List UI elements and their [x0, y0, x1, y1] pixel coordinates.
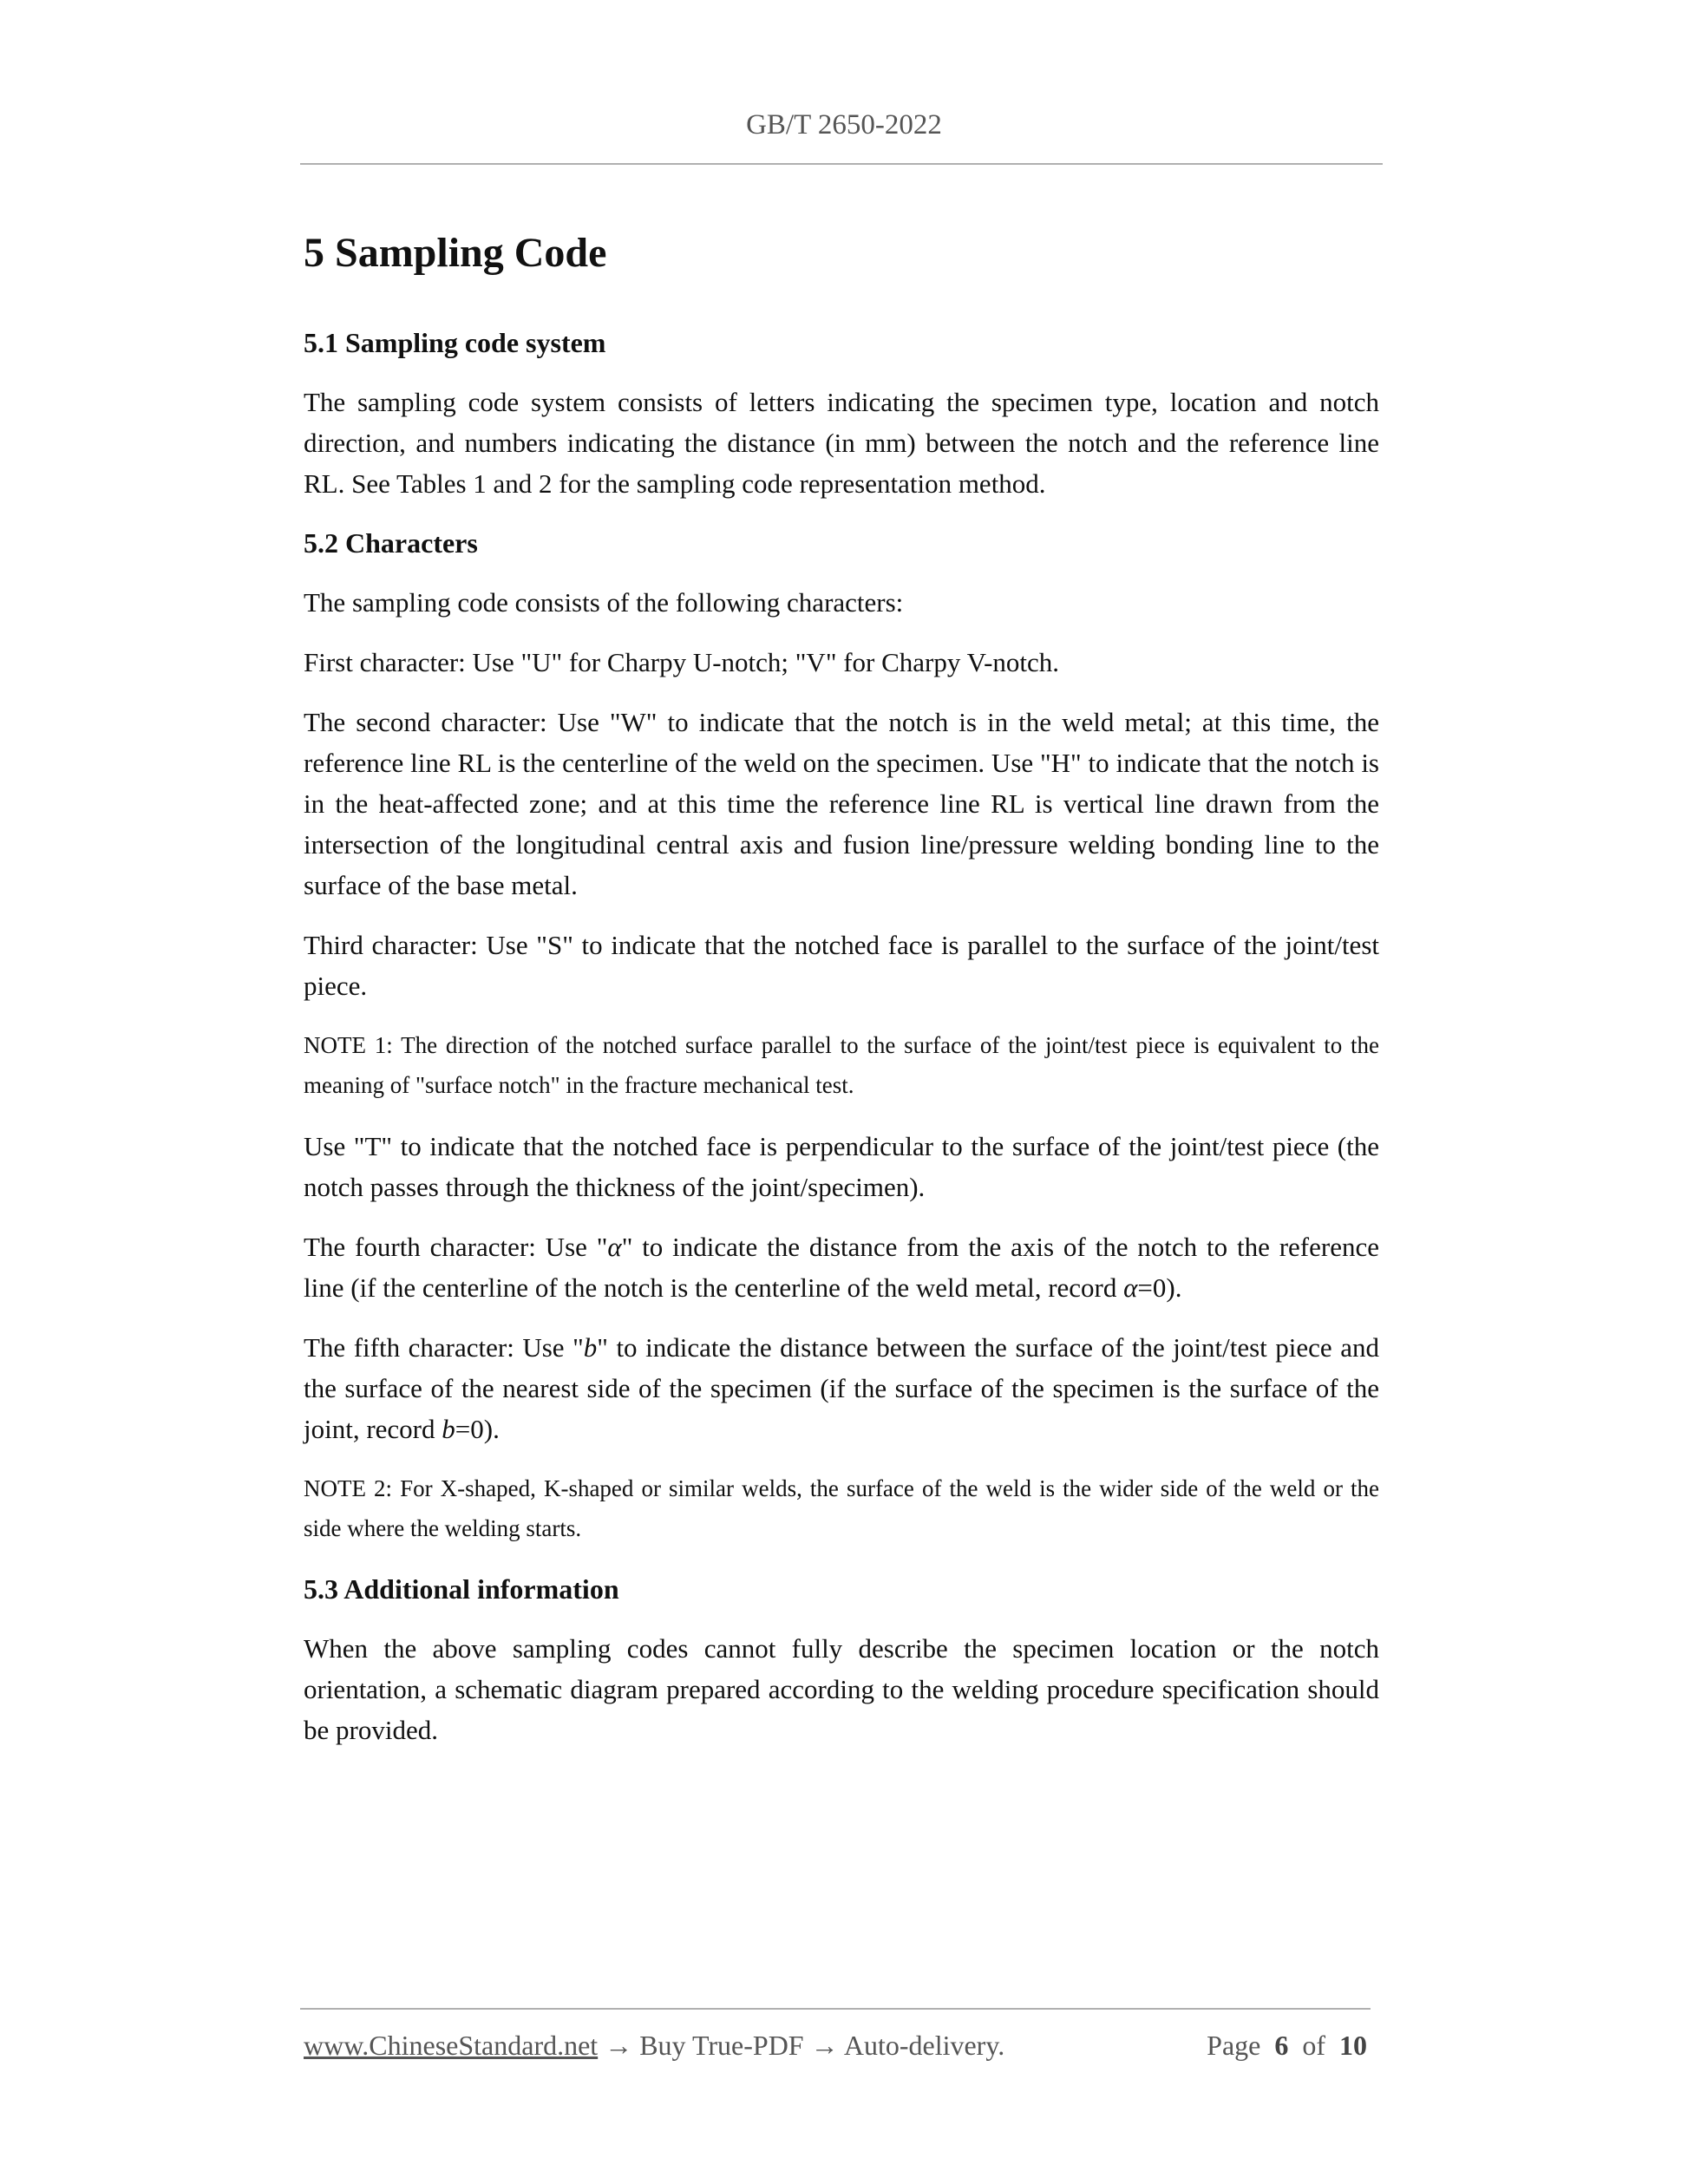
- text-span: The fourth character: Use ": [304, 1232, 608, 1262]
- arrow-right-icon: →: [803, 2030, 844, 2061]
- b-symbol: b: [583, 1332, 598, 1363]
- alpha-symbol: α: [607, 1232, 622, 1262]
- site-link[interactable]: www.ChineseStandard.net: [304, 2030, 599, 2061]
- footer-divider: [300, 2008, 1371, 2010]
- b-symbol: b: [442, 1414, 455, 1444]
- paragraph-fourth-character: [304, 1226, 1379, 1308]
- paragraph-first-character: First character: Use "U" for Charpy U-notch; "V" for Charpy V-notch.: [304, 647, 1060, 677]
- paragraph-second-character: The second character: Use "W" to indicate that the notch is in the weld metal; at this time, the reference line RL is the centerline of the weld on the specimen. Use "H" to indicate that the notch is in the heat-affected zone; and at this time the reference line RL is vertical line drawn from the intersection of the longitudinal central axis and fusion line/pressure welding bonding line to the surface of the base metal.: [304, 707, 1379, 900]
- text-span: The fifth character: Use ": [304, 1332, 584, 1363]
- header-divider: [300, 163, 1383, 165]
- footer-promo: [304, 2030, 1004, 2062]
- current-page: 6: [1274, 2030, 1289, 2061]
- paragraph-5-2-intro: The sampling code consists of the following characters:: [304, 587, 904, 618]
- alpha-symbol: α: [1123, 1272, 1138, 1303]
- page-number: [1207, 2030, 1367, 2062]
- of-label: of: [1302, 2030, 1325, 2061]
- page-header-title: GB/T 2650-2022: [746, 109, 942, 141]
- paragraph-third-character: Third character: Use "S" to indicate that the notched face is parallel to the surface of the joint/test piece.: [304, 930, 1379, 1001]
- section-title: 5 Sampling Code: [304, 230, 607, 276]
- note-2: NOTE 2: For X-shaped, K-shaped or similar welds, the surface of the weld is the wider side of the weld or the side where the welding starts.: [304, 1475, 1379, 1541]
- footer-buy-text: Buy True-PDF: [639, 2030, 804, 2061]
- page-label: Page: [1207, 2030, 1261, 2061]
- arrow-right-icon: →: [598, 2030, 640, 2061]
- paragraph-5-1: The sampling code system consists of letters indicating the specimen type, location and notch direction, and numbers indicating the distance (in mm) between the notch and the reference line RL. See Tables 1 and 2 for the sampling code representation method.: [304, 387, 1379, 499]
- text-span: " to indicate the distance between the surface of the joint/test piece and the surface of the nearest side of the specimen (if the surface of the specimen is the surface of the joint, record: [304, 1332, 1379, 1444]
- subsection-title-5-3: 5.3 Additional information: [304, 1573, 619, 1605]
- subsection-title-5-1: 5.1 Sampling code system: [304, 327, 606, 358]
- document-body: [304, 222, 1379, 1769]
- text-span: =0).: [455, 1414, 500, 1444]
- paragraph-t-notch: Use "T" to indicate that the notched face is perpendicular to the surface of the joint/test piece (the notch passes through the thickness of the joint/specimen).: [304, 1131, 1379, 1202]
- text-span: =0).: [1137, 1272, 1182, 1303]
- paragraph-fifth-character: [304, 1327, 1379, 1449]
- total-pages: 10: [1339, 2030, 1367, 2061]
- text-span: " to indicate the distance from the axis of the notch to the reference line (if the centerline of the notch is the centerline of the weld metal, record: [304, 1232, 1379, 1303]
- subsection-title-5-2: 5.2 Characters: [304, 527, 478, 559]
- paragraph-5-3: When the above sampling codes cannot fully describe the specimen location or the notch orientation, a schematic diagram prepared according to the welding procedure specification should be provided.: [304, 1633, 1379, 1745]
- page-footer: [304, 2030, 1367, 2068]
- note-1: NOTE 1: The direction of the notched surface parallel to the surface of the joint/test piece is equivalent to the meaning of "surface notch" in the fracture mechanical test.: [304, 1032, 1379, 1098]
- footer-delivery-text: Auto-delivery.: [843, 2030, 1005, 2061]
